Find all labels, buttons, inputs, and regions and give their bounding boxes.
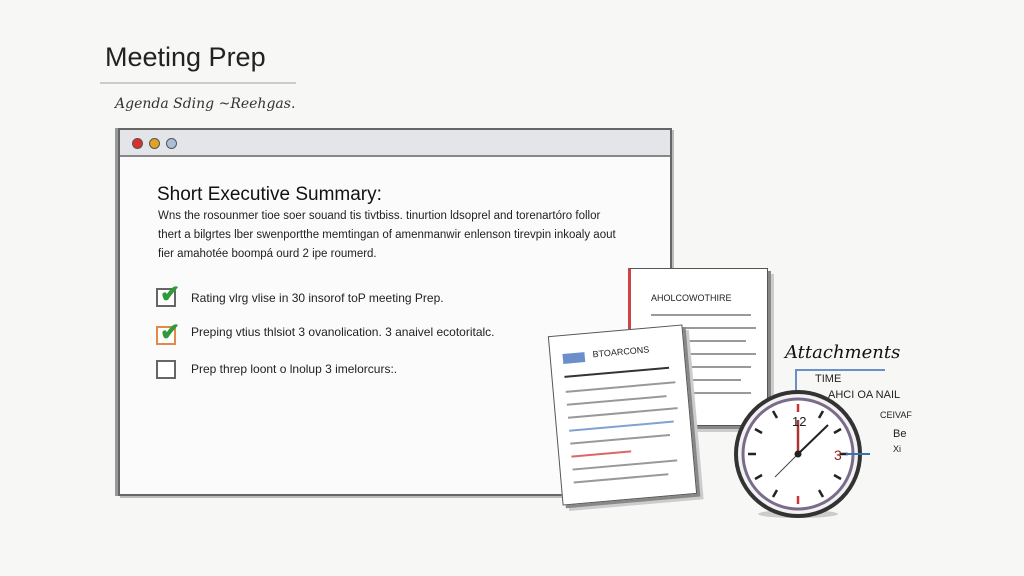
summary-line: thert a bilgrtes lber swenportthe memtingan of amenmanwir enlenson tirevpin inkoaly aout — [158, 229, 616, 241]
checklist-item: Preping vtius thlsiot 3 ovanolication. 3 anaivel ecotoritalc. — [191, 325, 495, 339]
connector-line — [795, 369, 885, 371]
summary-heading: Short Executive Summary: — [157, 184, 382, 205]
page-title: Meeting Prep — [105, 42, 266, 72]
window-titlebar — [120, 130, 670, 157]
clock-numeral-12: 12 — [792, 414, 807, 429]
side-note: Be — [893, 428, 907, 440]
clock-numeral-3: 3 — [834, 447, 842, 463]
summary-line: Wns the rosounmer tioe soer souand tis tivtbiss. tinurtion ldsoprel and torenartóro follor — [158, 210, 601, 222]
document-title: BTOARCONS — [592, 344, 650, 360]
side-note: Xi — [893, 444, 902, 454]
checklist-item: Rating vlrg vlise in 30 insorof toP meeting Prep. — [191, 291, 444, 305]
agenda-subtitle: Agenda Sding ~Reehgas. — [115, 96, 296, 112]
checkmark-icon: ✔ — [160, 319, 181, 346]
time-label: TIME — [815, 373, 842, 385]
side-label: CEIVAF — [880, 410, 912, 420]
document-logo — [562, 352, 585, 364]
document-title: AHOLCOWOTHIRE — [651, 293, 732, 303]
checkbox-checked[interactable] — [156, 281, 181, 308]
attachment-sub-label: AHCI OA NAIL — [828, 389, 901, 401]
title-divider — [100, 82, 296, 84]
checkmark-icon: ✔ — [160, 281, 181, 308]
attachments-label: Attachments — [785, 342, 901, 363]
checkbox-checked[interactable] — [156, 319, 181, 346]
checklist-item: Prep threp loont o lnolup 3 imelorcurs:. — [191, 362, 398, 376]
maximize-button[interactable] — [166, 138, 177, 149]
checkbox-unchecked[interactable] — [156, 360, 176, 379]
clock-icon — [730, 390, 870, 520]
minimize-button[interactable] — [149, 138, 160, 149]
close-button[interactable] — [132, 138, 143, 149]
summary-line: fier amahotée boompá ourd 2 ipe roumerd. — [158, 248, 377, 260]
document-front[interactable] — [548, 324, 697, 505]
